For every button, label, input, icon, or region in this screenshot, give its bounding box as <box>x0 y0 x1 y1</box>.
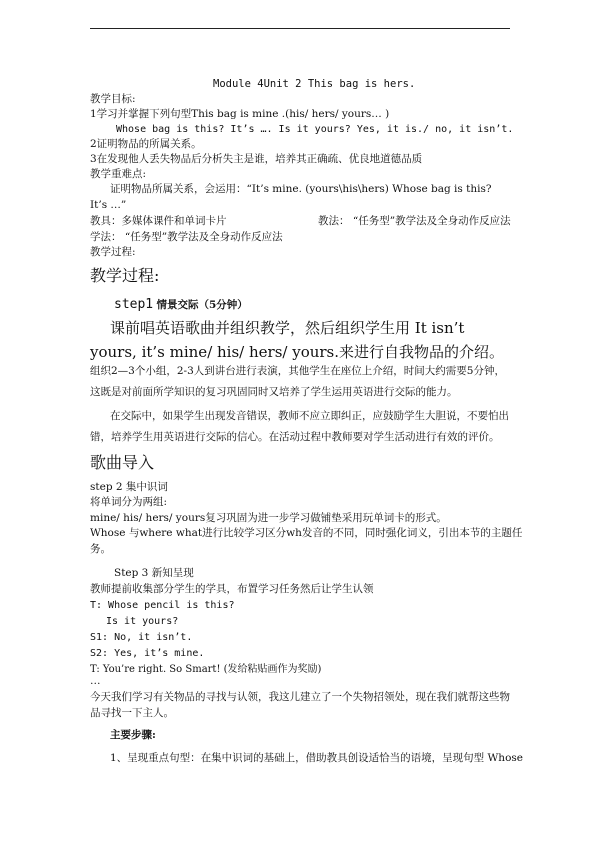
process-small-heading: 教学过程: <box>90 246 136 258</box>
para1-line-1: 课前唱英语歌曲并组织教学，然后组织学生用 It isn’t <box>110 319 465 337</box>
process-heading: 教学过程: <box>90 266 160 285</box>
document-title: Module 4Unit 2 This bag is hers. <box>213 78 416 90</box>
para4-line-2: 品寻找一下主人。 <box>90 707 174 719</box>
step2-line-2: mine/ his/ hers/ yours复习巩固为进一步学习做铺垫采用玩单词卡的形式。 <box>90 512 447 524</box>
step2-line-4: 务。 <box>90 543 111 555</box>
step3-line-1: 教师提前收集部分学生的学具，布置学习任务然后让学生认领 <box>90 583 374 595</box>
objective-3: 3在发现他人丢失物品后分析失主是谁，培养其正确疏、优良地道德品质 <box>90 153 423 165</box>
para2-line-2: 这既是对前面所学知识的复习巩固同时又培养了学生运用英语进行交际的能力。 <box>90 386 458 398</box>
step1-label: 情景交际（5分钟） <box>156 299 248 311</box>
step2-heading: step 2 集中识词 <box>90 481 168 493</box>
objective-1-sentences: Whose bag is this? It’s …. Is it yours? Yes, it is./ no, it isn’t. <box>116 124 514 135</box>
para3-line-2: 错，培养学生用英语进行交际的信心。在活动过程中教师要对学生活动进行有效的评价。 <box>90 431 500 443</box>
keypoints-heading: 教学重难点: <box>90 168 147 180</box>
dialogue-line-5: T: You’re right. So Smart! (发给粘贴画作为奖励) <box>90 664 322 675</box>
dialogue-line-3: S1: No, it isn’t. <box>90 632 193 643</box>
step3-heading: Step 3 新知呈现 <box>114 567 194 579</box>
keypoints-line-2: It’s …” <box>90 199 127 211</box>
learning-method: 学法： “任务型”教学法及全身动作反应法 <box>90 231 283 243</box>
dialogue-line-4: S2: Yes, it’s mine. <box>90 648 205 659</box>
para3-line-1: 在交际中，如果学生出现发音错误，教师不应立即纠正，应鼓励学生大胆说，不要怕出 <box>110 410 509 422</box>
para2-line-1: 组织2—3个小组，2-3人到讲台进行表演，其他学生在座位上介绍，时间大约需要5分钟， <box>90 365 505 377</box>
keypoints-line-1: 证明物品所属关系，会运用：“It’s mine. (yours\his\hers) Whose bag is this? <box>110 183 492 195</box>
objective-1: 1学习并掌握下列句型This bag is mine .(his/ hers/ yours… ) <box>90 108 390 120</box>
step1-heading <box>114 297 248 313</box>
main-steps-heading: 主要步骤: <box>110 729 156 741</box>
ellipsis: … <box>90 675 101 687</box>
dialogue-line-2: Is it yours? <box>106 616 179 627</box>
step2-line-3: Whose 与where what进行比较学习区分wh发音的不同，同时强化词义，引出本节的主题任 <box>90 527 523 539</box>
main-step-1: 1、呈现重点句型：在集中识词的基础上，借助教具创设适恰当的语境，呈现句型 Whose <box>110 752 523 764</box>
step2-line-1: 将单词分为两组: <box>90 496 168 508</box>
objective-2: 2证明物品的所属关系。 <box>90 138 202 150</box>
objectives-heading: 教学目标: <box>90 93 136 105</box>
dialogue-line-1: T: Whose pencil is this? <box>90 600 235 611</box>
header-rule <box>90 28 510 29</box>
step1-name: step1 <box>114 297 154 312</box>
para4-line-1: 今天我们学习有关物品的寻找与认领，我这儿建立了一个失物招领处，现在我们就帮这些物 <box>90 691 510 703</box>
teaching-method: 教法： “任务型”教学法及全身动作反应法 <box>318 215 511 227</box>
para1-line-2: yours, it’s mine/ his/ hers/ yours.来进行自我物品的介绍。 <box>90 343 505 361</box>
teaching-tools: 教具：多媒体课件和单词卡片 <box>90 215 227 227</box>
song-heading: 歌曲导入 <box>90 453 155 472</box>
